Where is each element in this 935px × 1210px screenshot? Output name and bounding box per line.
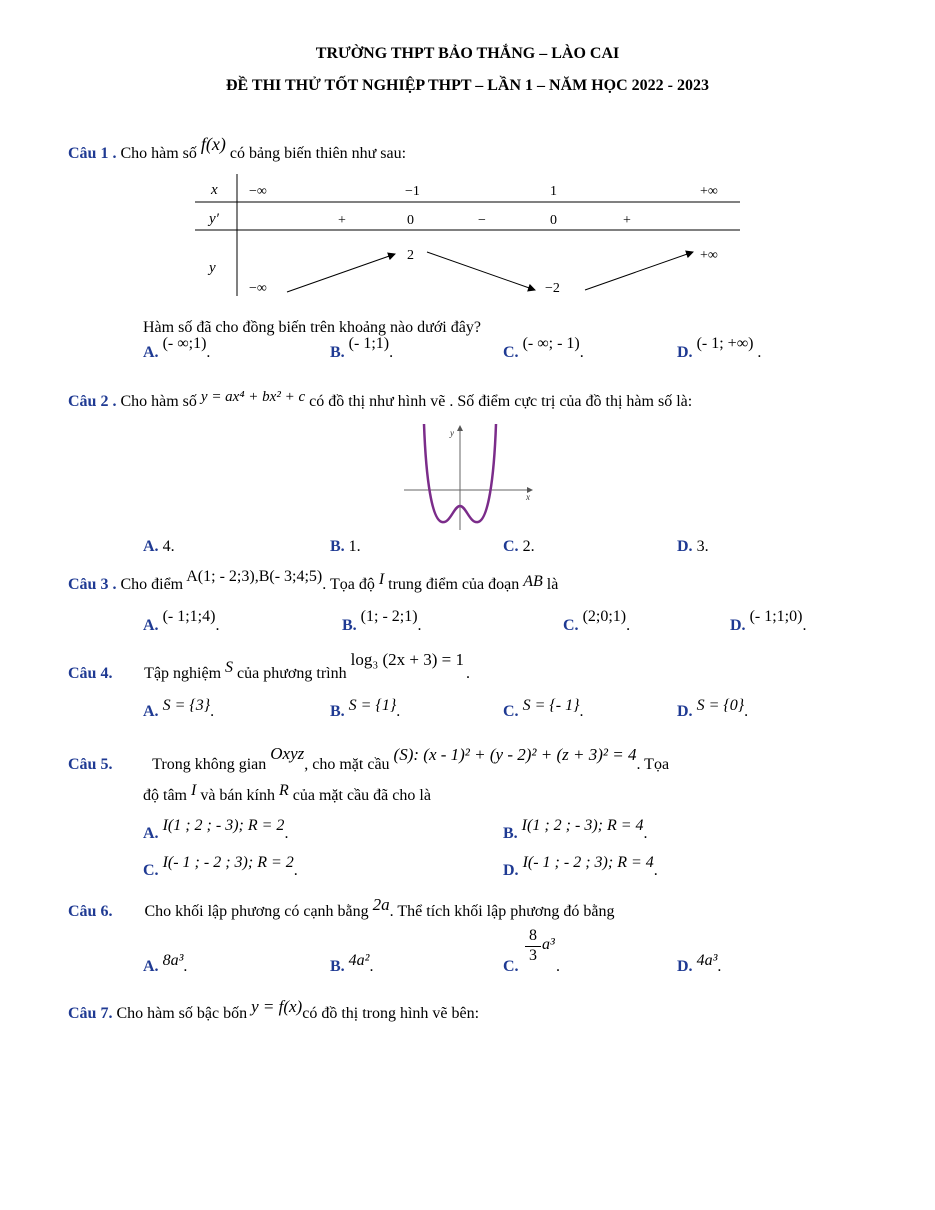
question-5-text-pre: Trong không gian: [152, 756, 267, 773]
x-value-neg-inf: −∞: [249, 184, 267, 199]
question-5-line2-mid: và bán kính: [200, 787, 275, 804]
question-2-text-post: có đồ thị như hình vẽ . Số điểm cực trị của đồ thị hàm số là:: [309, 393, 693, 410]
question-5-radius-symbol: R: [278, 782, 289, 799]
yprime-sign-1: +: [338, 213, 346, 228]
question-3-stem: [68, 568, 559, 594]
question-7-number: Câu 7.: [68, 1005, 113, 1022]
question-2-formula: y = ax⁴ + bx² + c: [200, 389, 306, 405]
school-title: TRƯỜNG THPT BẢO THẮNG – LÀO CAI: [315, 45, 620, 62]
question-3-option-a: A. (- 1;1;4).: [143, 608, 220, 634]
question-1-number: Câu 1 .: [68, 145, 117, 162]
fraction: [525, 927, 541, 965]
arrow-increase-1: [287, 254, 395, 292]
question-5-sphere-equation: (S): (x - 1)² + (y - 2)² + (z + 3)² = 4: [393, 745, 637, 764]
question-3-text-mid: . Tọa độ: [322, 576, 375, 593]
question-6-option-c: C.: [503, 958, 519, 975]
variation-table: [195, 172, 740, 300]
yprime-sign-2: −: [478, 213, 486, 228]
question-6-text-pre: Cho khối lập phương có cạnh bằng: [144, 903, 369, 920]
x-value-1: 1: [550, 184, 557, 199]
y-value-2: 2: [407, 248, 414, 263]
question-5-center-symbol: I: [191, 782, 197, 799]
question-4-text-pre: Tập nghiệm: [144, 665, 222, 682]
question-5-space: Oxyz: [270, 744, 305, 763]
question-5-number: Câu 5.: [68, 756, 113, 773]
question-6-option-a: A. 8a³.: [143, 952, 188, 975]
arrow-increase-2: [585, 252, 693, 290]
question-4-text-post: của phương trình: [237, 665, 347, 682]
question-1-option-a: A. (- ∞;1).: [143, 335, 211, 361]
yprime-zero-2: 0: [550, 213, 557, 228]
question-5-stem-line2: [143, 782, 431, 805]
question-5-stem: [68, 744, 670, 774]
question-3-point-b: B(- 3;4;5): [258, 568, 323, 585]
question-4-number: Câu 4.: [68, 665, 113, 682]
question-3-segment: AB: [523, 573, 543, 590]
table-row-x-label: x: [211, 182, 218, 198]
question-5-line2-post: của mặt cầu đã cho là: [292, 787, 431, 804]
x-axis-label: x: [526, 492, 530, 502]
question-4-option-c: C. S = {- 1}.: [503, 697, 584, 720]
question-6-stem: [68, 895, 615, 921]
question-3-point-a: A(1; - 2;3),B(- 3;4;5): [186, 568, 323, 585]
question-5-line2-pre: độ tâm: [143, 787, 187, 804]
question-6-edge: 2a: [372, 895, 390, 914]
yprime-sign-3: +: [623, 213, 631, 228]
fraction-denominator: 3: [529, 947, 537, 964]
question-6-option-d: D. 4a³.: [677, 952, 722, 975]
question-7-text-pre: Cho hàm số bậc bốn: [116, 1005, 248, 1022]
question-3-option-b: B. (1; - 2;1).: [342, 608, 422, 634]
quartic-graph: [402, 420, 542, 532]
question-1-option-b: B. (- 1;1).: [330, 335, 394, 361]
y-value-pos-inf: +∞: [700, 248, 718, 263]
question-3-text-post: trung điểm của đoạn: [388, 576, 520, 593]
question-2-option-b: B. 1.: [330, 538, 361, 555]
question-6-number: Câu 6.: [68, 903, 113, 920]
question-7-stem: [68, 997, 480, 1023]
question-7-text-post: có đồ thị trong hình vẽ bên:: [302, 1005, 480, 1022]
question-1-function: f(x): [200, 134, 226, 154]
y-axis-label: y: [450, 428, 454, 438]
question-4-option-a: A. S = {3}.: [143, 697, 215, 720]
table-row-y-label: y: [209, 260, 216, 276]
question-2-option-a: A. 4.: [143, 538, 175, 555]
question-3-text-end: là: [546, 576, 559, 593]
question-1-text-pre: Cho hàm số: [120, 145, 197, 162]
question-6-option-c-tail: a³: [542, 936, 555, 953]
question-5-text-mid: , cho mặt cầu: [304, 756, 390, 773]
x-value-neg1: −1: [405, 184, 420, 199]
question-4-stem: Câu 4. Tập nghiệm S của phương trình log₃ (2x + 3) = 1.: [68, 650, 471, 682]
x-value-pos-inf: +∞: [700, 184, 718, 199]
question-3-number: Câu 3 .: [68, 576, 117, 593]
question-5-option-d: D. I(- 1 ; - 2 ; 3); R = 4.: [503, 854, 658, 879]
y-value-neg-inf: −∞: [249, 281, 267, 296]
question-4-option-b: B. S = {1}.: [330, 697, 401, 720]
question-6-option-b: B. 4a².: [330, 952, 374, 975]
question-2-number: Câu 2 .: [68, 393, 117, 410]
question-2-text-pre: Cho hàm số: [120, 393, 197, 410]
question-1-option-d: D. (- 1; +∞) .: [677, 335, 762, 361]
y-value-neg2: −2: [545, 281, 560, 296]
question-3-midpoint-symbol: I: [378, 571, 385, 588]
question-4-set-symbol: S: [225, 659, 234, 676]
question-1-prompt: Hàm số đã cho đồng biến trên khoảng nào dưới đây?: [143, 319, 481, 336]
question-5-option-a: A. I(1 ; 2 ; - 3); R = 2.: [143, 817, 289, 842]
arrow-decrease: [427, 252, 535, 290]
question-7-formula: y = f(x): [251, 997, 303, 1016]
question-1-stem: [68, 134, 407, 163]
yprime-zero-1: 0: [407, 213, 414, 228]
question-2-option-c: C. 2.: [503, 538, 535, 555]
question-5-option-c: C. I(- 1 ; - 2 ; 3); R = 2.: [143, 854, 298, 879]
table-row-yprime-label: y′: [209, 211, 219, 227]
fraction-numerator: 8: [529, 927, 537, 944]
question-5-option-b: B. I(1 ; 2 ; - 3); R = 4.: [503, 817, 648, 842]
question-6-option-c-period: .: [556, 958, 560, 975]
question-1-text-post: có bảng biến thiên như sau:: [229, 145, 407, 162]
question-6-text-post: . Thể tích khối lập phương đó bằng: [389, 903, 615, 920]
question-3-option-c: C. (2;0;1).: [563, 608, 631, 634]
question-3-option-d: D. (- 1;1;0).: [730, 608, 807, 634]
question-5-text-end: . Tọa: [636, 756, 670, 773]
question-2-stem: [68, 389, 693, 411]
question-4-equation: log₃ (2x + 3) = 1: [350, 650, 465, 669]
question-2-option-d: D. 3.: [677, 538, 709, 555]
question-3-text-pre: Cho điểm: [120, 576, 184, 593]
question-4-option-d: D. S = {0}.: [677, 697, 749, 720]
question-1-option-c: C. (- ∞; - 1).: [503, 335, 584, 361]
exam-title: ĐỀ THI THỬ TỐT NGHIỆP THPT – LẦN 1 – NĂM HỌC 2022 - 2023: [225, 77, 710, 94]
